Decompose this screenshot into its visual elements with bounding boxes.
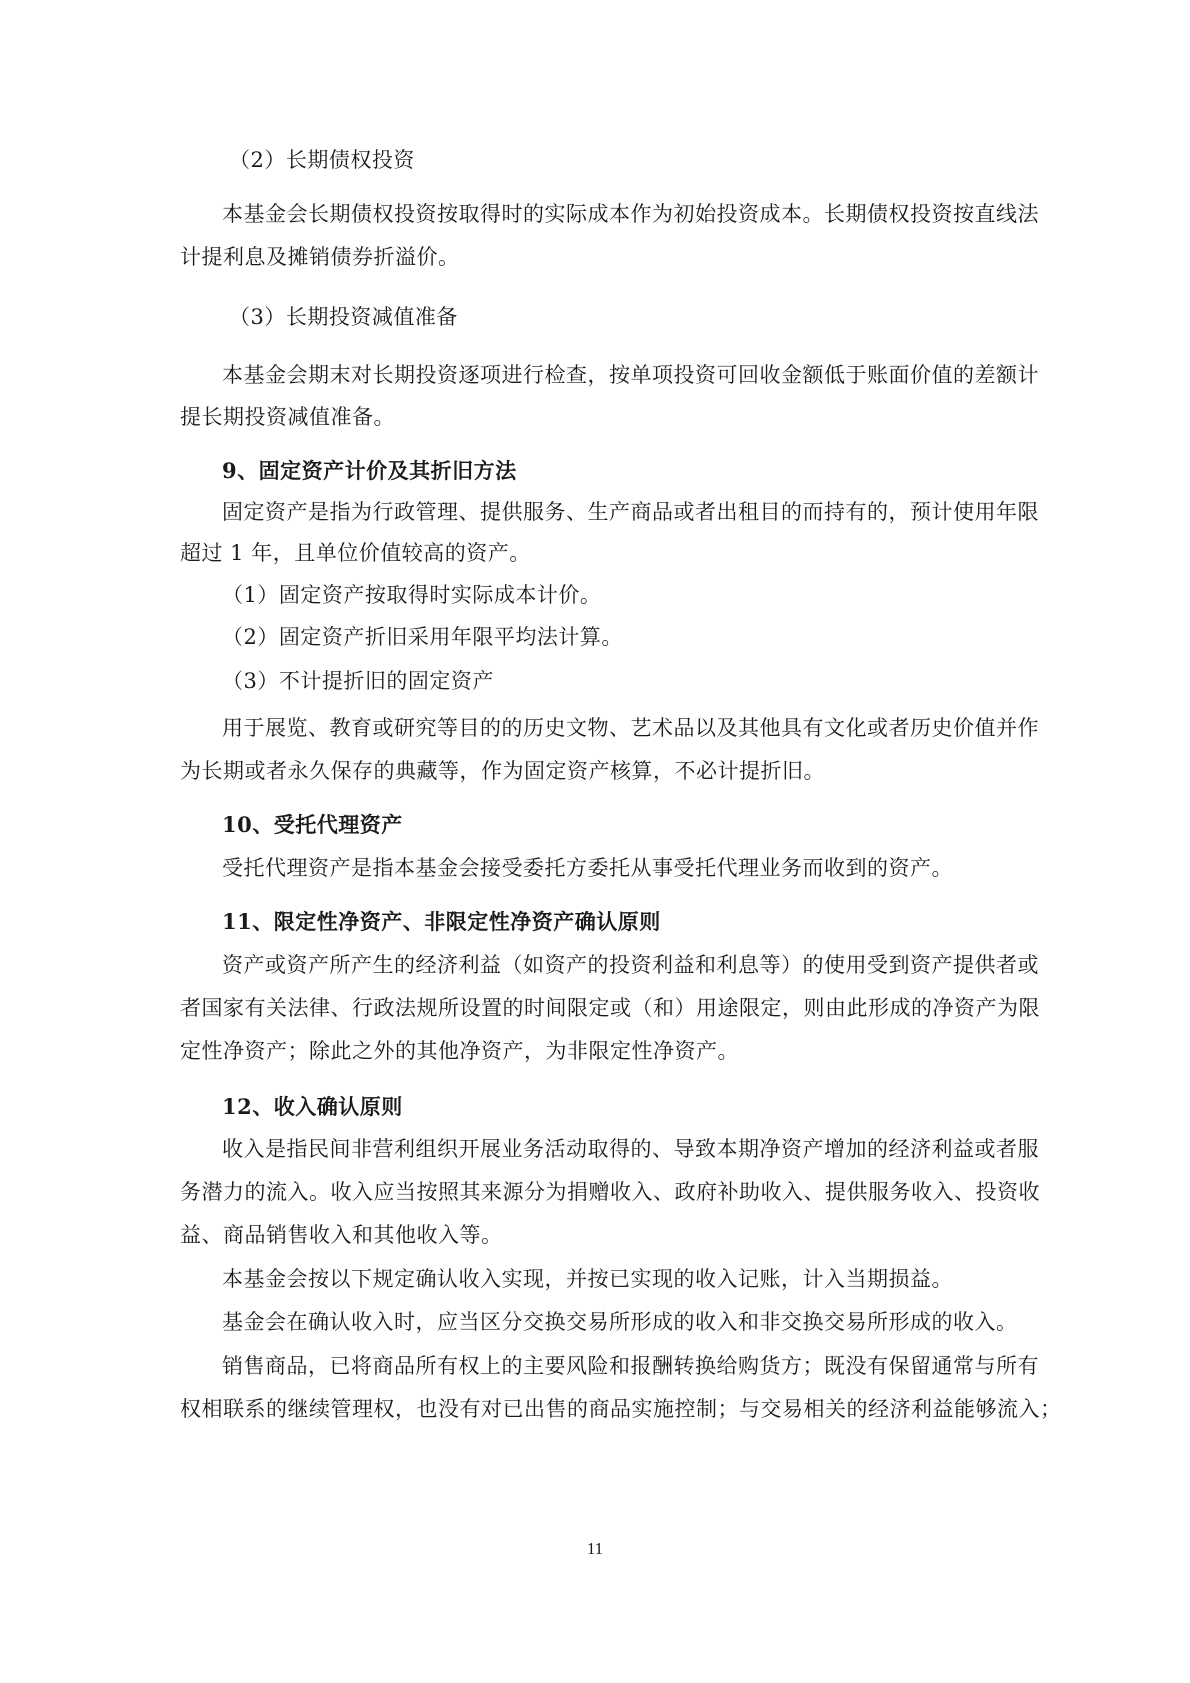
paragraph-line: 权相联系的继续管理权，也没有对已出售的商品实施控制；与交易相关的经济利益能够流入； [180, 1397, 1062, 1421]
subsection-title-long-term-bond-investment: （2）长期债权投资 [229, 148, 415, 172]
paragraph-line: 定性净资产；除此之外的其他净资产，为非限定性净资产。 [180, 1039, 739, 1063]
paragraph-line: 基金会在确认收入时，应当区分交换交易所形成的收入和非交换交易所形成的收入。 [222, 1310, 1018, 1334]
list-item: （3）不计提折旧的固定资产 [222, 669, 494, 693]
section-heading-11: 11、限定性净资产、非限定性净资产确认原则 [222, 909, 661, 934]
list-item: （2）固定资产折旧采用年限平均法计算。 [222, 625, 623, 649]
paragraph-line: 本基金会长期债权投资按取得时的实际成本作为初始投资成本。长期债权投资按直线法 [222, 202, 1039, 226]
list-item: （1）固定资产按取得时实际成本计价。 [222, 583, 602, 607]
page-number: 11 [586, 1539, 604, 1558]
section-heading-9: 9、固定资产计价及其折旧方法 [222, 458, 517, 483]
paragraph-line: 本基金会按以下规定确认收入实现，并按已实现的收入记账，计入当期损益。 [222, 1267, 953, 1291]
paragraph-line: 销售商品，已将商品所有权上的主要风险和报酬转换给购货方；既没有保留通常与所有 [222, 1354, 1039, 1378]
paragraph-line: 收入是指民间非营利组织开展业务活动取得的、导致本期净资产增加的经济利益或者服 [222, 1137, 1039, 1161]
paragraph-line: 提长期投资减值准备。 [180, 405, 395, 429]
subsection-title-impairment-reserve: （3）长期投资减值准备 [229, 305, 458, 329]
section-heading-10: 10、受托代理资产 [222, 812, 403, 837]
paragraph-line: 超过 1 年，且单位价值较高的资产。 [180, 541, 531, 565]
paragraph-line: 计提利息及摊销债券折溢价。 [180, 245, 460, 269]
paragraph-line: 为长期或者永久保存的典藏等，作为固定资产核算，不必计提折旧。 [180, 759, 825, 783]
paragraph-line: 益、商品销售收入和其他收入等。 [180, 1223, 503, 1247]
paragraph-line: 用于展览、教育或研究等目的的历史文物、艺术品以及其他具有文化或者历史价值并作 [222, 716, 1039, 740]
section-heading-12: 12、收入确认原则 [222, 1094, 403, 1119]
paragraph-line: 者国家有关法律、行政法规所设置的时间限定或（和）用途限定，则由此形成的净资产为限 [180, 996, 1040, 1020]
paragraph-line: 资产或资产所产生的经济利益（如资产的投资利益和利息等）的使用受到资产提供者或 [222, 953, 1039, 977]
paragraph-line: 务潜力的流入。收入应当按照其来源分为捐赠收入、政府补助收入、提供服务收入、投资收 [180, 1180, 1040, 1204]
paragraph-line: 本基金会期末对长期投资逐项进行检查，按单项投资可回收金额低于账面价值的差额计 [222, 363, 1039, 387]
paragraph-line: 受托代理资产是指本基金会接受委托方委托从事受托代理业务而收到的资产。 [222, 856, 953, 880]
paragraph-line: 固定资产是指为行政管理、提供服务、生产商品或者出租目的而持有的，预计使用年限 [222, 500, 1039, 524]
